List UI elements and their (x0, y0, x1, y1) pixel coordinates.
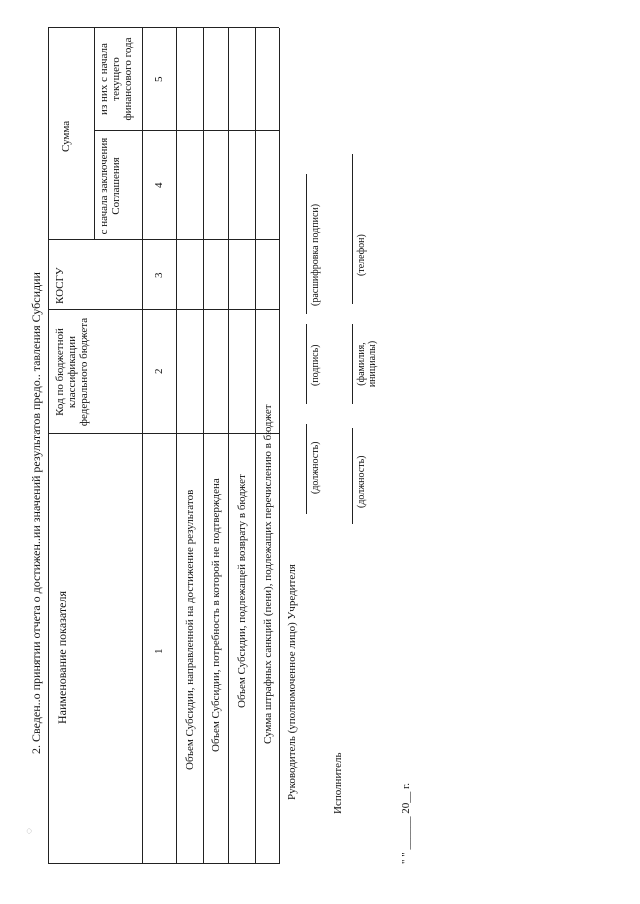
head-signature-caption: (подпись) (310, 344, 321, 386)
executor-name-line (352, 324, 353, 404)
header-name: Наименование показателя (55, 591, 69, 724)
date-field: " " ______ 20__ г. (400, 782, 412, 864)
col-divider (94, 130, 279, 131)
table-border-left (48, 863, 279, 864)
header-since-agreement: с начала заключения Соглашения (98, 137, 122, 235)
col-divider (48, 309, 279, 310)
row-label: Объем Субсидии, потребность в которой не подтверждена (210, 478, 222, 752)
corner-mark: ◌ (24, 828, 35, 834)
table-border-right (48, 27, 279, 28)
row-label: Сумма штрафных санкций (пени), подлежащих перечислению в бюджет (262, 404, 274, 744)
table-row-line (203, 28, 204, 864)
section-title: 2. Сведен..о принятии отчета о достижен..ии значений результатов предо.. тавления Субсидии (29, 272, 43, 754)
head-position-caption: (должность) (310, 441, 321, 494)
executor-name-caption: (фамилия, инициалы) (356, 340, 378, 388)
table-border-bottom (279, 28, 280, 864)
executor-label: Исполнитель (332, 752, 344, 814)
table-border-top (48, 28, 49, 864)
header-code: Код по бюджетной классификации федерального бюджета (54, 317, 90, 427)
table-header-bottom (142, 28, 143, 864)
table-numbers-bottom (176, 28, 177, 864)
col-divider (48, 239, 279, 240)
header-since-year: из них с начала текущего финансового года (98, 37, 134, 121)
header-kosgu: КОСГУ (54, 267, 66, 304)
header-sum: Сумма (60, 120, 72, 152)
executor-phone-line (352, 154, 353, 304)
row-label: Объем Субсидии, подлежащей возврату в бюджет (236, 474, 248, 708)
head-decoding-line (306, 174, 307, 314)
executor-position-caption: (должность) (356, 455, 367, 508)
executor-phone-caption: (телефон) (356, 234, 367, 276)
col-number-2: 2 (153, 368, 165, 374)
col-number-5: 5 (153, 76, 165, 82)
table-row-line (228, 28, 229, 864)
head-decoding-caption: (расшифровка подписи) (310, 203, 321, 306)
head-position-line (306, 424, 307, 514)
row-label: Объем Субсидии, направленной на достижение результатов (184, 489, 196, 770)
col-number-1: 1 (153, 648, 165, 654)
head-signature-line (306, 324, 307, 404)
sum-subheader-line (94, 28, 95, 240)
col-number-3: 3 (153, 272, 165, 278)
executor-position-line (352, 428, 353, 524)
head-label: Руководитель (уполномоченное лицо) Учредителя (286, 564, 298, 800)
table-row-line (255, 28, 256, 864)
col-divider (48, 433, 279, 434)
col-number-4: 4 (153, 182, 165, 188)
